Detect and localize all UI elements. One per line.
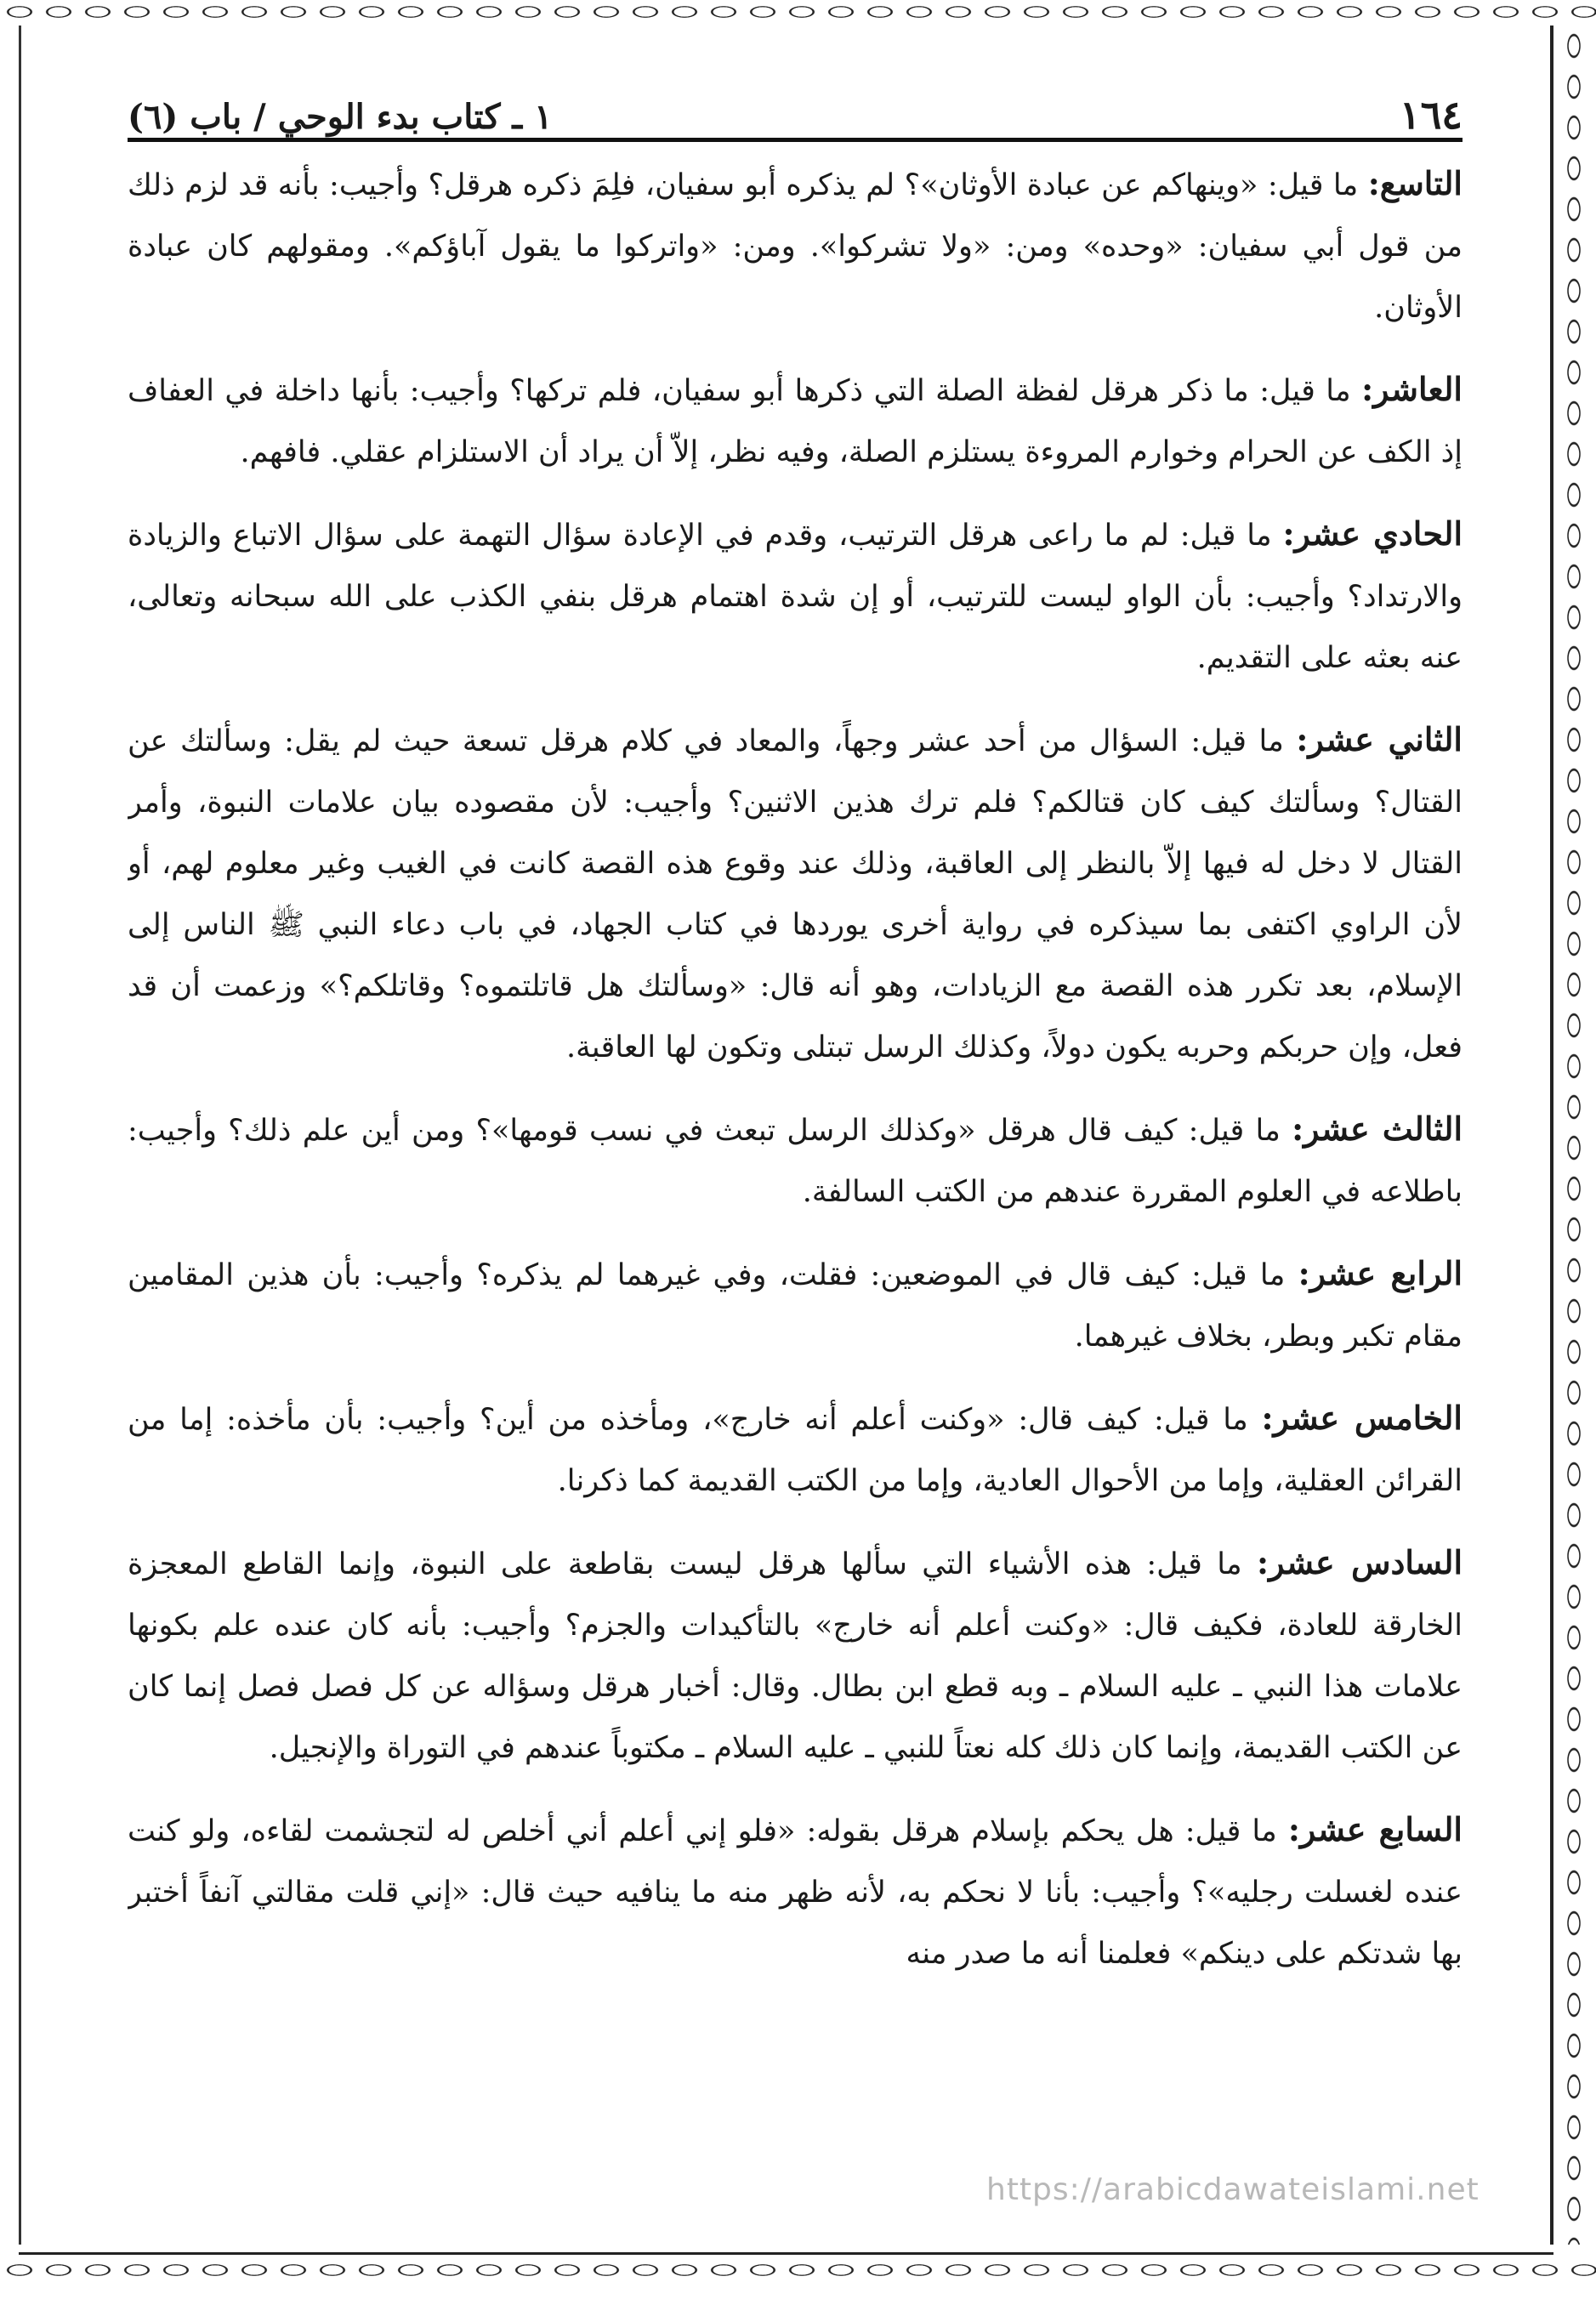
paragraph-fourteenth (128, 1243, 1463, 1367)
paragraph-text: ما قيل: كيف قال: «وكنت أعلم أنه خارج»، ومأخذه من أين؟ وأجيب: بأن مأخذه: إما من القرائن العقلية، وإما من الأحوال العادية، وإما من الكتب القديمة كما ذكرنا. (128, 1403, 1463, 1498)
paragraph-seventeenth (128, 1799, 1463, 1984)
paragraph-ninth (128, 153, 1463, 338)
paragraph-heading: الثاني عشر: (1296, 720, 1463, 758)
paragraph-text: ما قيل: كيف قال هرقل «وكذلك الرسل تبعث في نسب قومها»؟ ومن أين علم ذلك؟ وأجيب: باطلاعه في العلوم المقررة عندهم من الكتب السالفة. (128, 1114, 1463, 1209)
paragraph-tenth (128, 359, 1463, 483)
paragraph-heading: الخامس عشر: (1261, 1399, 1463, 1437)
watermark-url: https://arabicdawateislami.net (986, 2172, 1480, 2207)
paragraph-eleventh (128, 503, 1463, 689)
paragraph-heading: الرابع عشر: (1298, 1254, 1463, 1292)
paragraph-heading: السابع عشر: (1287, 1810, 1463, 1848)
decorative-border-top (0, 0, 1596, 24)
border-line-left (19, 26, 21, 2245)
decorative-border-right (1557, 26, 1591, 2245)
paragraph-text: ما قيل: لم ما راعى هرقل الترتيب، وقدم في الإعادة سؤال التهمة على سؤال الاتباع والزيادة والارتداد؟ وأجيب: بأن الواو ليست للترتيب، أو إن شدة اهتمام هرقل بنفي الكذب على الله سبحانه وتعالى، عنه بعثه على التقديم. (128, 519, 1463, 675)
paragraph-text: ما قيل: هذه الأشياء التي سألها هرقل ليست بقاطعة على النبوة، وإنما القاطع المعجزة الخارقة للعادة، فكيف قال: «وكنت أعلم أنه خارج» بالتأكيدات والجزم؟ وأجيب: بأنه كان عنده علم بكونها علامات هذا النبي ـ عليه السلام ـ وبه قطع ابن بطال. وقال: أخبار هرقل وسؤاله عن كل فصل فصل إنما كان عن الكتب القديمة، وإنما كان ذلك كله نعتاً للنبي ـ عليه السلام ـ مكتوباً عندهم في التوراة والإنجيل. (128, 1547, 1463, 1765)
paragraph-sixteenth (128, 1532, 1463, 1779)
paragraph-fifteenth (128, 1388, 1463, 1512)
paragraph-heading: الثالث عشر: (1292, 1110, 1463, 1148)
page-number: ١٦٤ (1399, 92, 1463, 138)
page-body (128, 153, 1463, 2194)
paragraph-heading: التاسع: (1367, 164, 1463, 202)
border-line-bottom (19, 2252, 1553, 2255)
paragraph-text: ما قيل: السؤال من أحد عشر وجهاً، والمعاد في كلام هرقل تسعة حيث لم يقل: وسألتك عن القتال؟ وسألتك كيف كان قتالكم؟ فلم ترك هذين الاثنين؟ وأجيب: لأن مقصوده بيان علامات النبوة، وأمر القتال لا دخل له فيها إلاّ بالنظر إلى العاقبة، وذلك عند وقوع هذه القصة كانت في الغيب وغير معلوم لهم، أو لأن الراوي اكتفى بما سيذكره في رواية أخرى يوردها في كتاب الجهاد، في باب دعاء النبي ﷺ الناس إلى الإسلام، بعد تكرر هذه القصة مع الزيادات، وهو أنه قال: «وسألتك هل قاتلتموه؟ وقاتلكم؟» وزعمت أن قد فعل، وإن حربكم وحربه يكون دولاً، وكذلك الرسل تبتلى وتكون لها العاقبة. (128, 724, 1463, 1064)
paragraph-heading: الحادي عشر: (1282, 514, 1463, 553)
decorative-border-bottom (0, 2258, 1596, 2282)
paragraph-heading: السادس عشر: (1257, 1543, 1463, 1581)
border-line-right (1550, 26, 1553, 2245)
paragraph-text: ما قيل: «وينهاكم عن عبادة الأوثان»؟ لم يذكره أبو سفيان، فلِمَ ذكره هرقل؟ وأجيب: بأنه قد لزم ذلك من قول أبي سفيان: «وحده» ومن: «ولا تشركوا». ومن: «واتركوا ما يقول آباؤكم». ومقولهم كان عبادة الأوثان. (128, 168, 1463, 325)
paragraph-twelfth (128, 709, 1463, 1078)
paragraph-thirteenth (128, 1098, 1463, 1223)
page-header (128, 66, 1463, 138)
header-rule (128, 138, 1463, 142)
paragraph-text: ما قيل: هل يحكم بإسلام هرقل بقوله: «فلو إني أعلم أني أخلص له لتجشمت لقاءه، ولو كنت عنده لغسلت رجليه»؟ وأجيب: بأنا لا نحكم به، لأنه ظهر منه ما ينافيه حيث قال: «إني قلت مقالتي آنفاً أختبر بها شدتكم على دينكم» فعلمنا أنه ما صدر منه (128, 1814, 1463, 1971)
paragraph-text: ما قيل: كيف قال في الموضعين: فقلت، وفي غيرهما لم يذكره؟ وأجيب: بأن هذين المقامين مقام تكبر وبطر، بخلاف غيرهما. (128, 1258, 1463, 1354)
paragraph-text: ما قيل: ما ذكر هرقل لفظة الصلة التي ذكرها أبو سفيان، فلم تركها؟ وأجيب: بأنها داخلة في العفاف إذ الكف عن الحرام وخوارم المروءة يستلزم الصلة، وفيه نظر، إلاّ أن يراد أن الاستلزام عقلي. فافهم. (128, 374, 1463, 469)
paragraph-heading: العاشر: (1361, 370, 1463, 408)
running-title: ١ ـ كتاب بدء الوحي / باب (٦) (128, 97, 553, 137)
